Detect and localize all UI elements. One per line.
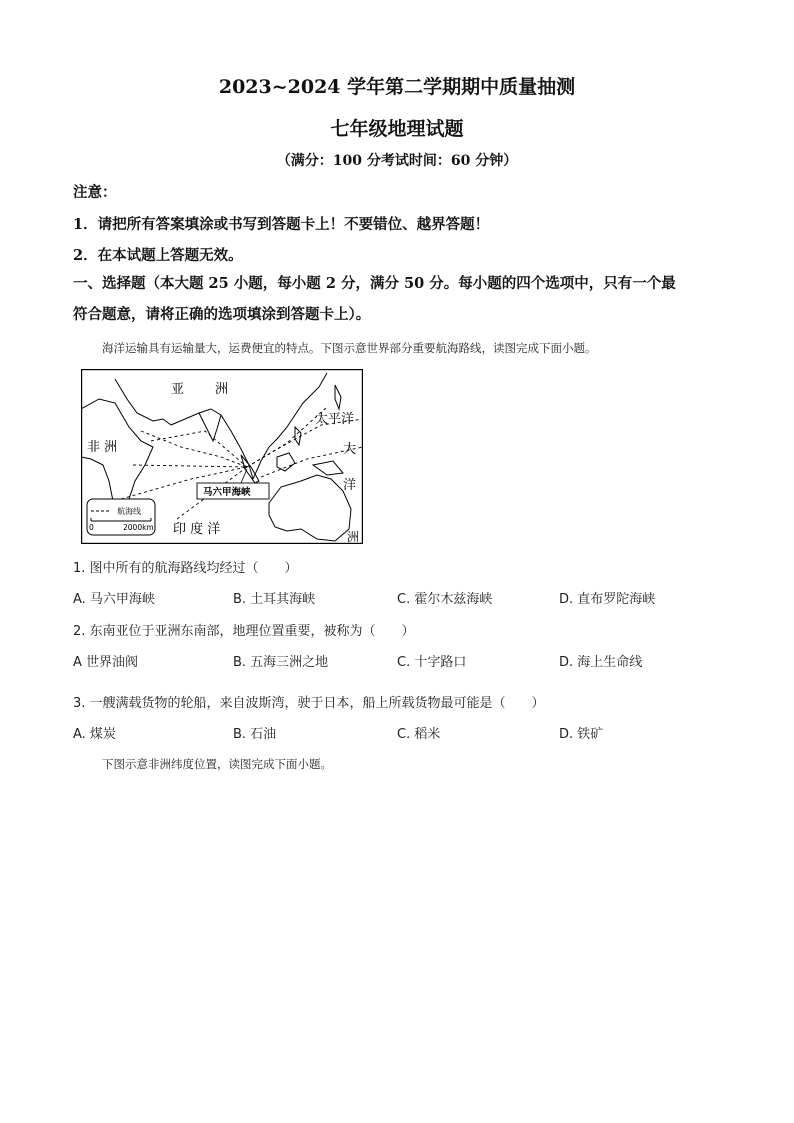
question-3-option-a[interactable]: A. 煤炭 — [73, 727, 116, 742]
label-pacific-2: 大 — [343, 442, 357, 457]
exam-subtitle: 七年级地理试题 — [330, 118, 464, 140]
legend-route-label: 航海线 — [117, 507, 141, 516]
section-heading-line-2: 符合题意，请将正确的选项填涂到答题卡上）。 — [73, 306, 371, 323]
label-malacca-strait: 马六甲海峡 — [203, 487, 251, 498]
question-3-stem: 3. 一艘满载货物的轮船，来自波斯湾，驶于日本，船上所载货物最可能是（ ） — [73, 696, 545, 711]
exam-title: 2023~2024 学年第二学期期中质量抽测 — [218, 76, 576, 98]
question-3-option-c[interactable]: C. 稻米 — [397, 727, 441, 742]
question-2-stem: 2. 东南亚位于亚洲东南部，地理位置重要，被称为（ ） — [73, 624, 415, 639]
shipping-routes-map — [81, 369, 363, 544]
question-2-option-a[interactable]: A 世界油阀 — [73, 655, 139, 670]
question-2-option-b[interactable]: B. 五海三洲之地 — [233, 655, 329, 670]
question-3-option-b[interactable]: B. 石油 — [233, 727, 277, 742]
question-2-option-d[interactable]: D. 海上生命线 — [559, 655, 643, 670]
notice-label: 注意： — [73, 184, 117, 201]
question-3-option-d[interactable]: D. 铁矿 — [559, 727, 604, 742]
question-1-option-d[interactable]: D. 直布罗陀海峡 — [559, 592, 656, 607]
question-1-stem: 1. 图中所有的航海路线均经过（ ） — [73, 561, 298, 576]
scale-distance: 2000km — [123, 523, 154, 532]
question-2-option-c[interactable]: C. 十字路口 — [397, 655, 467, 670]
question-1-option-b[interactable]: B. 土耳其海峡 — [233, 592, 316, 607]
question-1-option-a[interactable]: A. 马六甲海峡 — [73, 592, 155, 607]
notice-item-2: 2．在本试题上答题无效。 — [73, 247, 243, 264]
label-asia-b: 洲 — [215, 382, 229, 397]
passage-africa-latitude: 下图示意非洲纬度位置，读图完成下面小题。 — [102, 757, 332, 771]
label-africa: 非 洲 — [87, 440, 118, 455]
passage-shipping: 海洋运输具有运输量大，运费便宜的特点。下图示意世界部分重要航海路线，读图完成下面小题。 — [102, 341, 597, 355]
question-1-option-c[interactable]: C. 霍尔木兹海峡 — [397, 592, 493, 607]
section-heading-line-1: 一、选择题（本大题 25 小题，每小题 2 分，满分 50 分。每小题的四个选项中，只有一个最 — [73, 275, 676, 292]
exam-time-note: （满分：100 分考试时间：60 分钟） — [276, 153, 518, 169]
notice-item-1: 1．请把所有答案填涂或书写到答题卡上！不要错位、越界答题！ — [73, 216, 490, 233]
label-pacific-3: 洋 — [343, 478, 357, 493]
label-indian-ocean: 印 度 洋 — [173, 522, 221, 537]
label-pacific-1: 太平洋 — [315, 412, 355, 427]
label-pacific-4: 洲 — [347, 530, 360, 544]
scale-zero: 0 — [89, 523, 94, 532]
label-asia-a: 亚 — [171, 382, 185, 397]
